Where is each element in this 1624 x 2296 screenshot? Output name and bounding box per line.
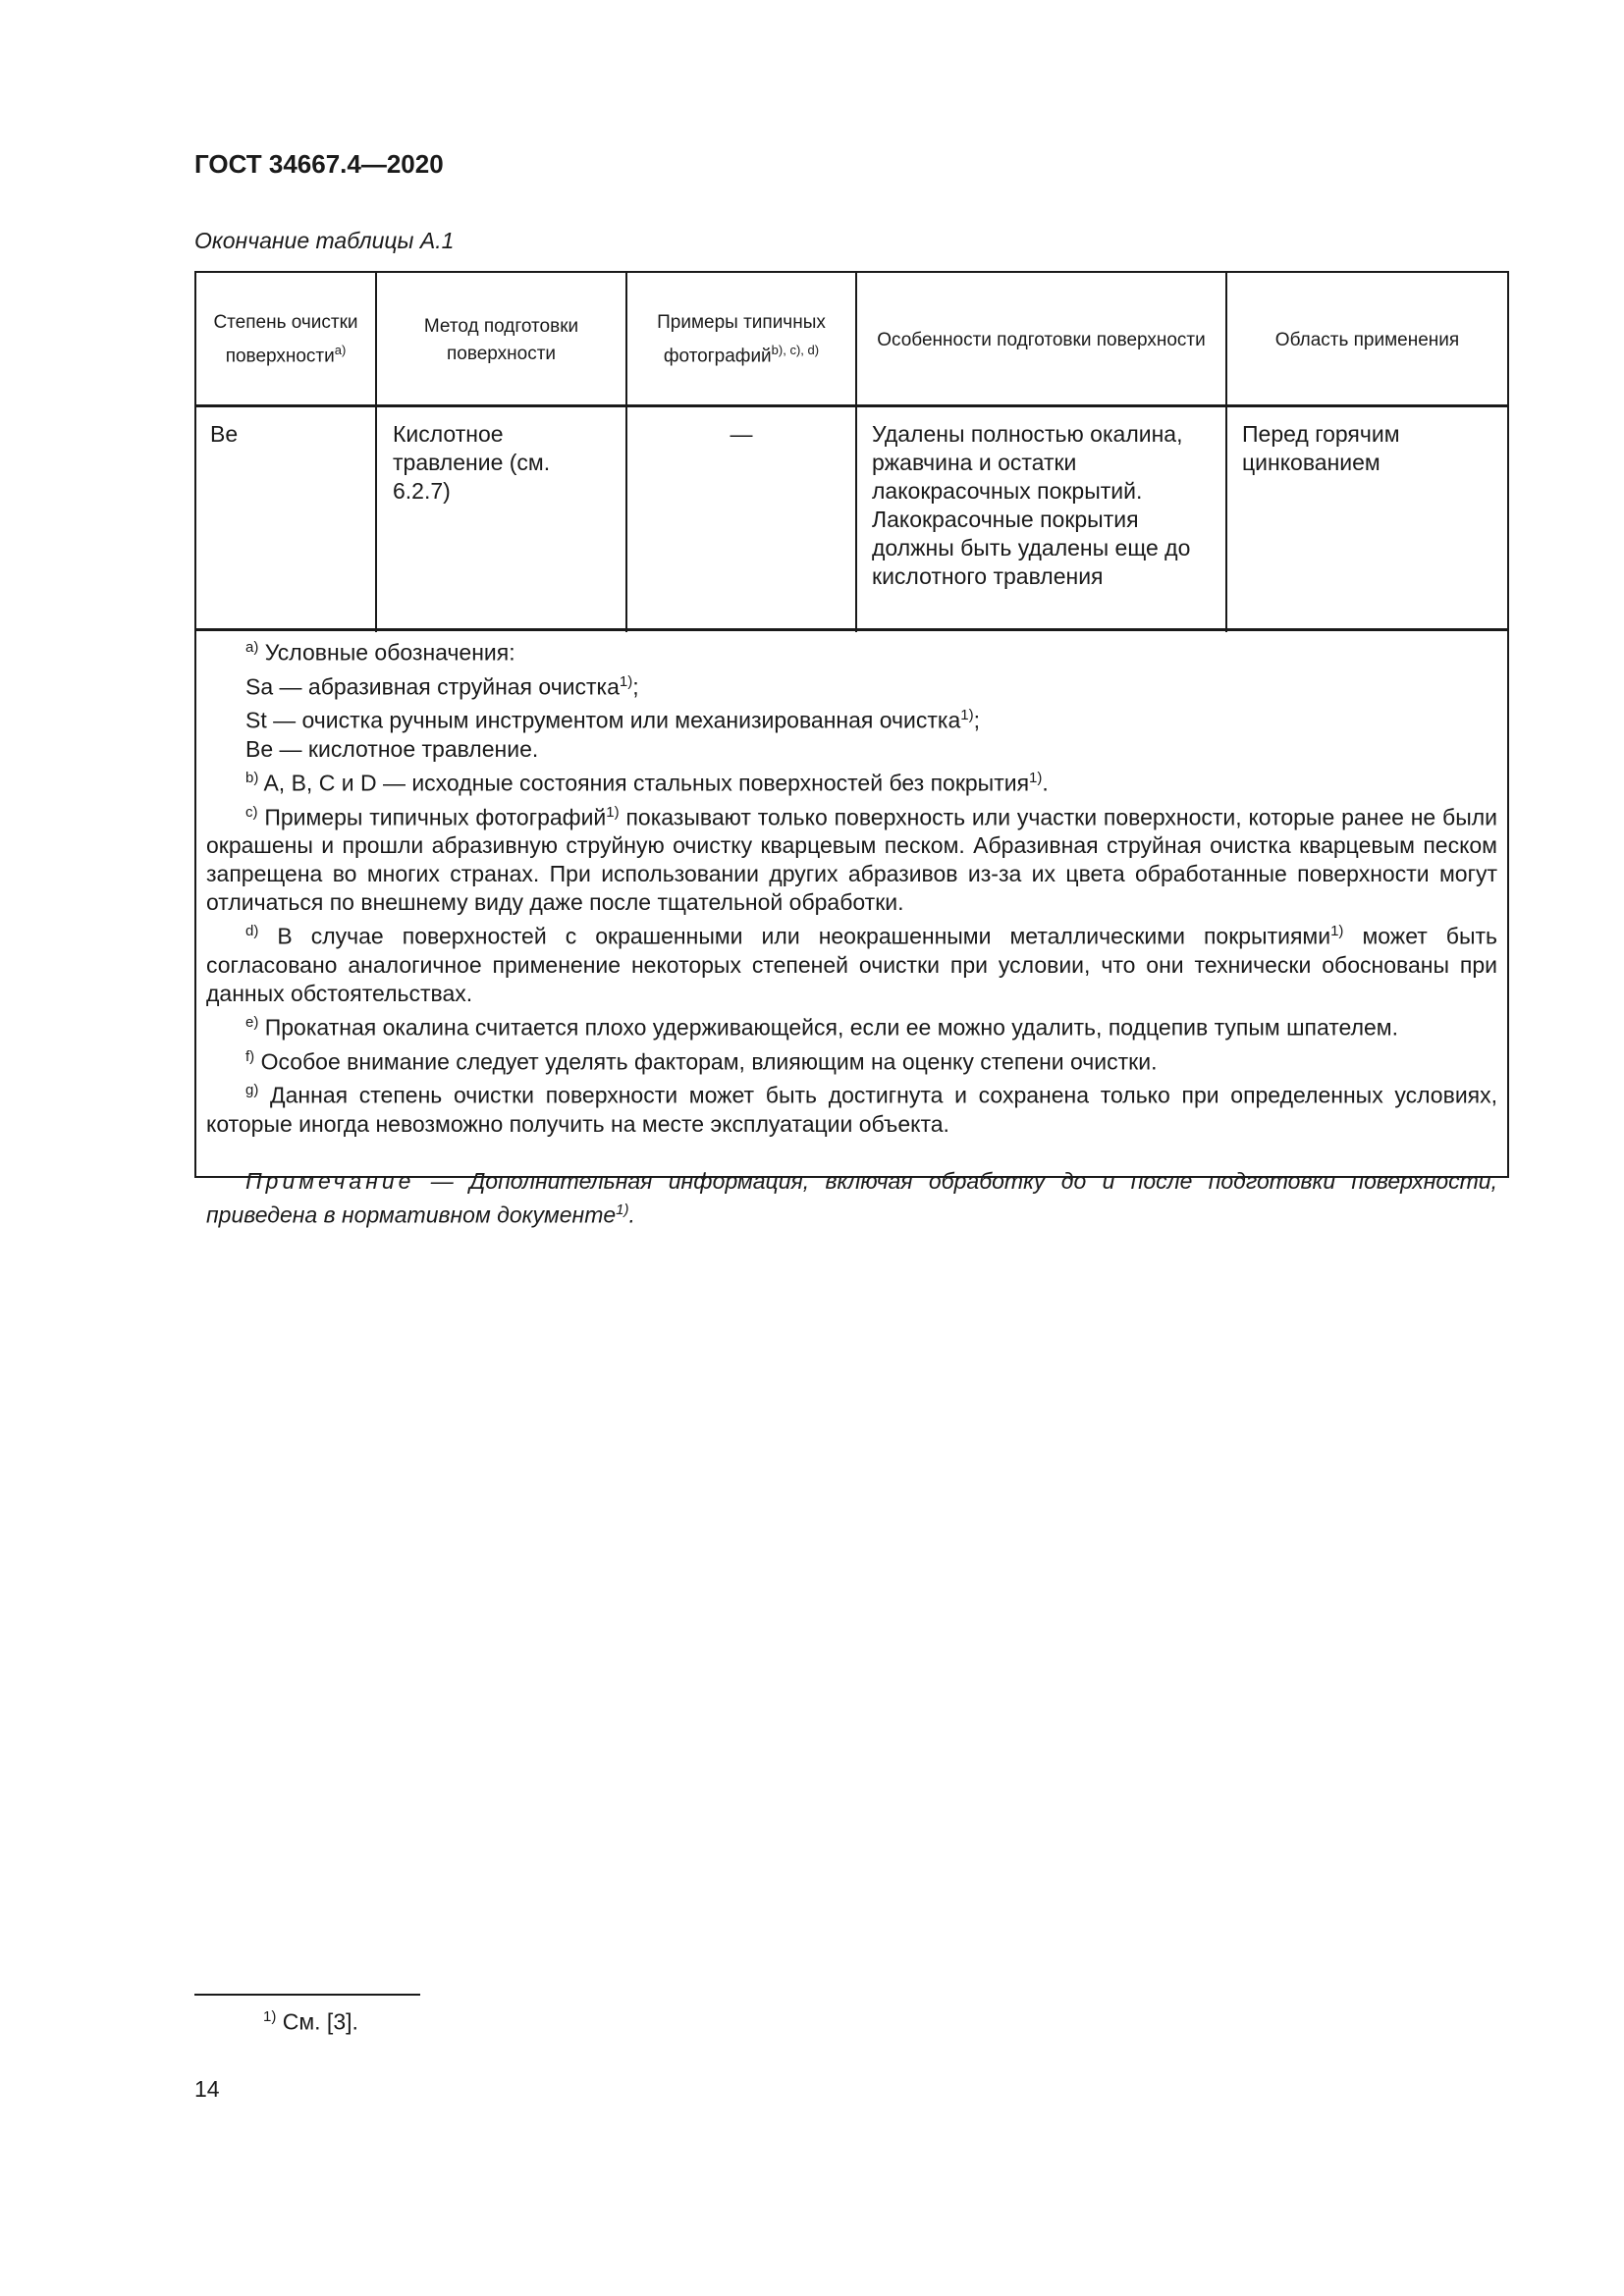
- table-a1: [194, 271, 1509, 1228]
- footnote: $^{1)}$ См. [3].: [263, 2008, 358, 2035]
- note-d: $^{d)}$ В случае поверхностей с окрашенными или неокрашенными металлическими покрытиями$^{1)}$ может быть согласовано аналогичное применение некоторых степеней очистки при условии, что они технически обоснованы при данных обстоятельствах.: [206, 923, 1498, 1006]
- footnote-separator: [194, 1994, 420, 1996]
- note-c: $^{c)}$ Примеры типичных фотографий$^{1)}$ показывают только поверхность или участки поверхности, которые ранее не были окрашены и прошли абразивную струйную очистку кварцевым песком. Абразивная струйная очистка кварцевым песком запрещена во многих странах. При использовании других абразивов из-за их цвета обработанные поверхности могут отличаться по внешнему виду даже после тщательной обработки.: [206, 803, 1498, 916]
- row-divider: [196, 628, 1507, 631]
- table-caption: Окончание таблицы А.1: [194, 228, 455, 253]
- cell-method: Кислотное травление (см. 6.2.7): [393, 421, 551, 504]
- note-g: $^{g)}$ Данная степень очистки поверхности может быть достигнута и сохранена только при определенных условиях, которые иногда невозможно получить на месте эксплуатации объекта.: [206, 1082, 1498, 1137]
- header-cell-grade: Степень очистки поверхности$^{a)}$: [213, 312, 358, 367]
- note-b: $^{b)}$ A, B, C и D — исходные состояния стальных поверхностей без покрытия$^{1)}$.: [245, 769, 1049, 796]
- header-cell-application: Область применения: [1274, 329, 1460, 350]
- note-a-sa: Sa — абразивная струйная очистка$^{1)}$;: [245, 672, 639, 700]
- header-cell-features: Особенности подготовки поверхности: [877, 329, 1206, 350]
- header-cell-photos: Примеры типичных фотографий$^{b), c), d)}$: [657, 312, 826, 367]
- note-e: $^{e)}$ Прокатная окалина считается плохо удерживающейся, если ее можно удалить, подцепив тупым шпателем.: [245, 1013, 1398, 1041]
- table-notes: [206, 633, 1497, 1230]
- cell-application: Перед горячим цинкованием: [1242, 421, 1400, 475]
- note-f: $^{f)}$ Особое внимание следует уделять факторам, влияющим на оценку степени очистки.: [245, 1047, 1158, 1075]
- header-cell-method: Метод подготовки поверхности: [423, 315, 579, 364]
- cell-features: Удалены полностью окалина, ржавчина и остатки лакокрасочных покрытий. Лакокрасочные покрытия должны быть удалены еще до кислотного травления: [872, 421, 1191, 589]
- cell-photos: —: [730, 421, 753, 447]
- document-code: ГОСТ 34667.4—2020: [194, 149, 444, 179]
- note-a: $^{a)}$ Условные обозначения:: [245, 639, 515, 666]
- page-number: 14: [194, 2076, 220, 2102]
- note-a-st: St — очистка ручным инструментом или механизированная очистка$^{1)}$;: [245, 707, 980, 733]
- note-a-be: Be — кислотное травление.: [245, 735, 539, 762]
- cell-grade: Be: [210, 421, 239, 447]
- table-remark: Примечание — Дополнительная информация, включая обработку до и после подготовки поверхности, приведена в нормативном документе$^{1)}$.: [206, 1167, 1497, 1228]
